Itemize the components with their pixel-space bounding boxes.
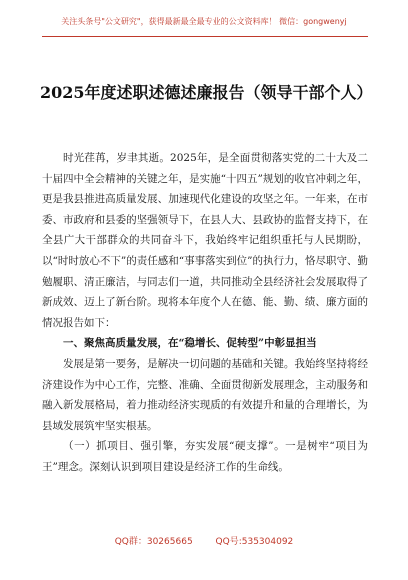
document-body [42, 148, 368, 478]
page-title: 2025年度述职述德述廉报告（领导干部个人） [40, 83, 373, 102]
header-divider [42, 36, 368, 37]
footer-contact [0, 534, 408, 547]
section-paragraph: 发展是第一要务，是解决一切问题的基础和关键。我始终坚持将经济建设作为中心工作，完整、准确、全面贯彻新发展理念，主动服务和融入新发展格局，着力推动经济实现质的有效提升和量的合理增长，为县域发展筑牢坚实根基。 [42, 357, 368, 432]
intro-paragraph: 时光荏苒，岁聿其逝。2025年，是全面贯彻落实党的二十大及二十届四中全会精神的关键之年，是实施“十四五”规划的收官冲刺之年，更是我县推进高质量发展、加速现代化建设的攻坚之年。一年来，在市委、市政府和县委的坚强领导下，在县人大、县政协的监督支持下，在全县广大干部群众的共同奋斗下，我始终牢记组织重托与人民期盼，以“时时放心不下”的责任感和“事事落实到位”的执行力，恪尽职守、勤勉履职、清正廉洁，与同志们一道，共同推动全县经济社会发展取得了新成效、迈上了新台阶。现将本年度个人在德、能、勤、绩、廉方面的情况报告如下： [42, 152, 368, 329]
qq-group-text: QQ群：30265665 [114, 537, 193, 547]
subsection-paragraph: （一）抓项目、强引擎，夯实发展“硬支撑”。一是树牢“项目为王”理念。深刻认识到项目建设是经济工作的生命线。 [42, 440, 368, 473]
header-promo-note: 关注头条号"公文研究"，获得最新最全最专业的公文资料库！ 微信：gongwenyj [61, 17, 347, 26]
section-heading-1: 一、聚焦高质量发展，在“稳增长、促转型”中彰显担当 [63, 337, 317, 350]
qq-number-text: QQ号:535304092 [215, 537, 294, 547]
